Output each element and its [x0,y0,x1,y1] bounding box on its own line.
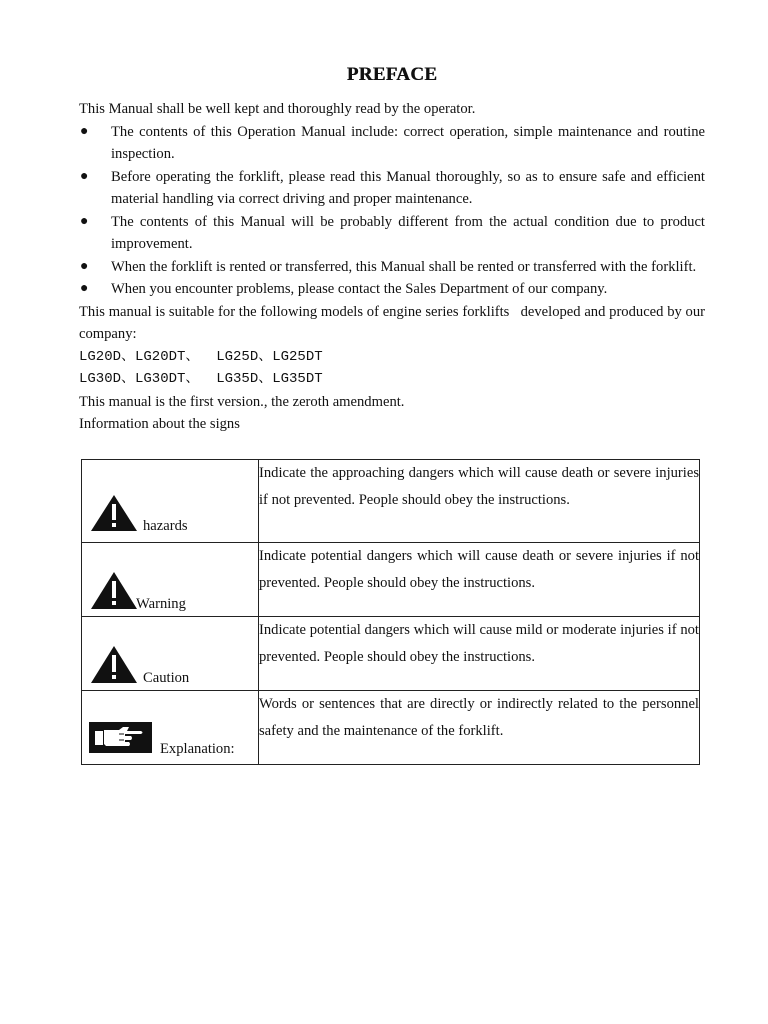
sign-row-warning [82,543,700,617]
sign-row-caution [82,617,700,691]
sign-label: Explanation: [160,741,235,757]
sign-description: Indicate the approaching dangers which will cause death or severe injuries if not prevented. People should obey the instructions. [259,460,700,543]
sign-icon-cell [82,691,259,765]
bullet-item [79,211,705,256]
warning-triangle-icon [90,645,138,684]
pointing-hand-icon [89,722,152,753]
sign-description: Indicate potential dangers which will cause mild or moderate injuries if not prevented. People should obey the instructions. [259,617,700,691]
page-title: PREFACE [346,64,438,85]
sign-label: Warning [136,596,186,612]
sign-icon-cell [82,543,259,617]
bullet-item [79,278,705,301]
signs-table [81,459,700,765]
sign-row-hazards [82,460,700,543]
signs-heading: Information about the signs [79,416,240,432]
warning-triangle-icon [90,571,138,610]
bullet-text: When you encounter problems, please contact the Sales Department of our company. [111,281,608,297]
sign-description: Indicate potential dangers which will cause death or severe injuries if not prevented. People should obey the instructions. [259,543,700,617]
bullet-dot-icon: ● [80,168,89,184]
intro-text: This Manual shall be well kept and thoroughly read by the operator. [79,101,476,117]
bullet-dot-icon: ● [80,213,89,229]
bullet-text: Before operating the forklift, please read this Manual thoroughly, so as to ensure safe and efficient material handling via correct driving and proper maintenance. [111,168,705,207]
bullet-item [79,121,705,166]
sign-label: Caution [143,670,190,686]
bullet-text: When the forklift is rented or transferred, this Manual shall be rented or transferred with the forklift. [111,258,697,275]
models-line-1: LG20D、LG20DT、 LG25D、LG25DT [79,348,323,365]
sign-label: hazards [143,518,188,534]
bullet-dot-icon: ● [80,281,89,296]
bullet-text: The contents of this Operation Manual include: correct operation, simple maintenance and routine inspection. [111,123,705,162]
warning-triangle-icon [90,494,138,532]
suitable-models-text: This manual is suitable for the following models of engine series forklifts developed and produced by our company: [79,303,709,342]
version-text: This manual is the first version., the zeroth amendment. [79,393,405,410]
preface-page [79,62,709,436]
sign-icon-cell [82,617,259,691]
sign-icon-cell [82,460,259,543]
bullet-dot-icon: ● [80,258,89,274]
sign-row-explanation [82,691,700,765]
sign-description: Words or sentences that are directly or indirectly related to the personnel safety and the maintenance of the forklift. [259,691,700,765]
bullet-item [79,256,705,279]
bullet-dot-icon: ● [80,123,89,139]
preface-bullet-list [79,121,705,301]
models-line-2: LG30D、LG30DT、 LG35D、LG35DT [79,371,323,387]
bullet-text: The contents of this Manual will be probably different from the actual condition due to product improvement. [111,213,705,252]
bullet-item [79,166,705,211]
